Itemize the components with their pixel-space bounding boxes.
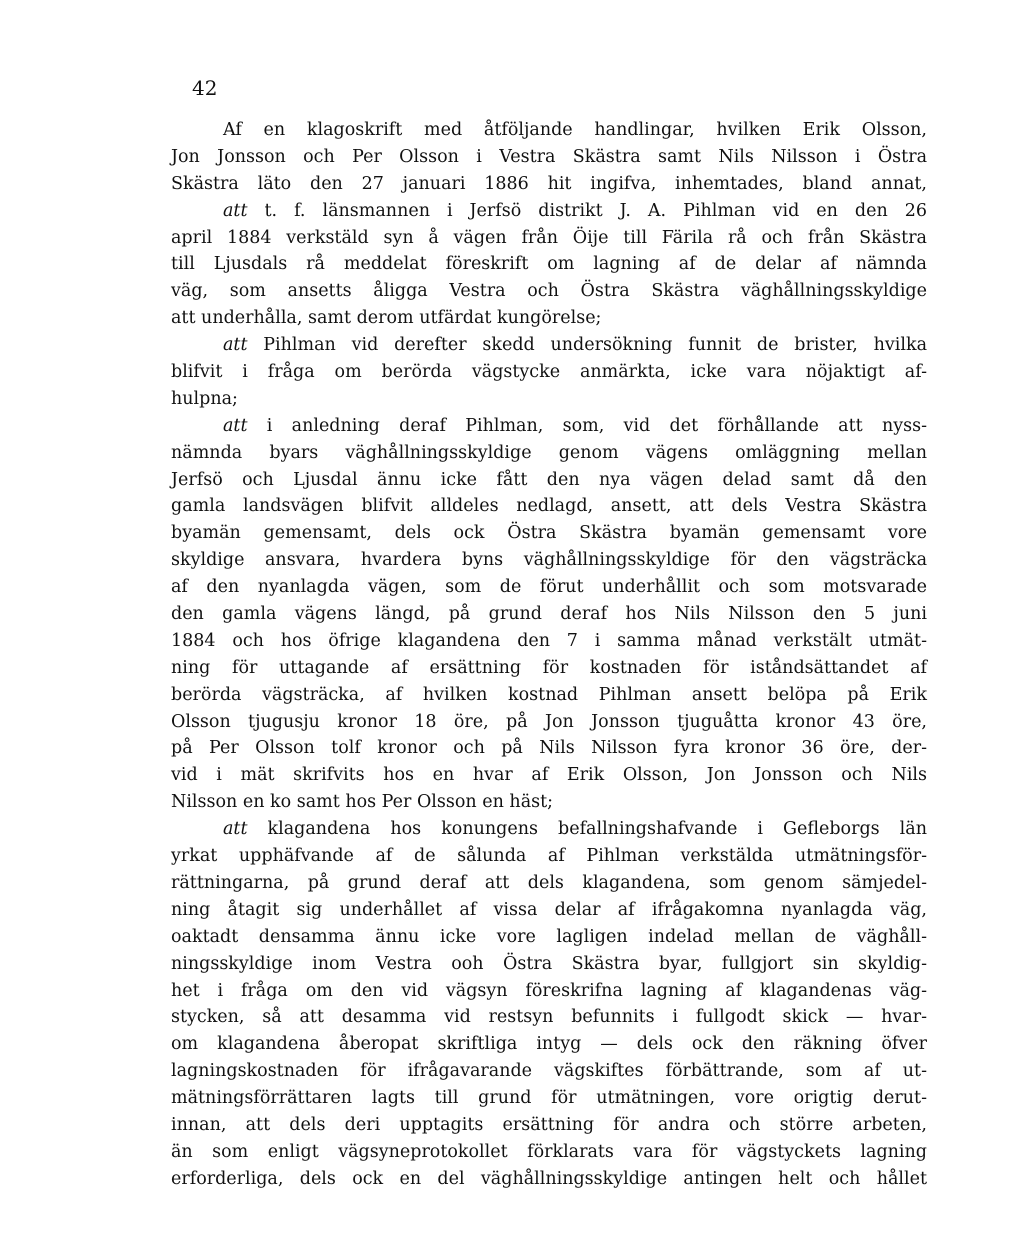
text-line	[171, 1004, 927, 1031]
line-text: skyldige ansvara, hvardera byns väghållningsskyldige för den vägsträcka	[171, 550, 927, 571]
text-line	[171, 601, 927, 628]
italic-att: att	[223, 335, 248, 356]
line-text: ning åtagit sig underhållet af vissa delar af ifrågakomna nyanlagda väg,	[171, 899, 927, 920]
text-line	[171, 520, 927, 547]
line-text: t. f. länsmannen i Jerfsö distrikt J. A. Pihlman vid en den 26	[247, 200, 927, 221]
text-line	[171, 897, 927, 924]
line-text: väg, som ansetts åligga Vestra och Östra Skästra väghållningsskyldige	[171, 281, 927, 302]
text-line	[171, 655, 927, 682]
line-text: april 1884 verkstäld syn å vägen från Öije till Färila rå och från Skästra	[171, 227, 927, 248]
line-text: oaktadt densamma ännu icke vore lagligen indelad mellan de väghåll-	[171, 926, 927, 947]
text-line	[171, 951, 927, 978]
text-line	[171, 305, 927, 332]
text-line	[171, 440, 927, 467]
line-text: den gamla vägens längd, på grund deraf hos Nils Nilsson den 5 juni	[171, 604, 927, 625]
text-line	[171, 870, 927, 897]
line-text: klagandena hos konungens befallningshafvande i Gefleborgs län	[247, 819, 927, 840]
text-line	[171, 251, 927, 278]
line-text: yrkat upphäfvande af de sålunda af Pihlman verkstälda utmätningsför-	[171, 846, 927, 867]
line-text: Af en klagoskrift med åtföljande handlingar, hvilken Erik Olsson,	[223, 120, 927, 140]
text-line	[171, 547, 927, 574]
line-text: om klagandena åberopat skriftliga intyg — dels ock den räkning öfver	[171, 1034, 927, 1055]
text-line	[171, 843, 927, 870]
text-line	[171, 117, 927, 144]
text-line	[171, 682, 927, 709]
text-line	[171, 628, 927, 655]
line-text: på Per Olsson tolf kronor och på Nils Nilsson fyra kronor 36 öre, der-	[171, 738, 927, 759]
text-line	[171, 1112, 927, 1139]
text-line	[171, 359, 927, 386]
line-text: Jerfsö och Ljusdal ännu icke fått den nya vägen delad samt då den	[171, 469, 927, 490]
italic-att: att	[223, 819, 248, 840]
text-line	[171, 198, 927, 225]
line-text: mätningsförrättaren lagts till grund för utmätningen, vore origtig derut-	[171, 1088, 927, 1109]
text-line	[171, 1166, 927, 1193]
line-text: i anledning deraf Pihlman, som, vid det förhållande att nyss-	[247, 415, 927, 436]
line-text: gamla landsvägen blifvit alldeles nedlagd, ansett, att dels Vestra Skästra	[171, 496, 927, 517]
line-text: Olsson tjugusju kronor 18 öre, på Jon Jonsson tjuguåtta kronor 43 öre,	[171, 711, 927, 732]
text-line	[171, 225, 927, 252]
text-line	[171, 978, 927, 1005]
line-text: 1884 och hos öfrige klagandena den 7 i samma månad verkstält utmät-	[171, 630, 927, 651]
text-line	[171, 467, 927, 494]
body-text	[171, 117, 927, 1193]
text-line	[171, 332, 927, 359]
line-text: erforderliga, dels ock en del väghållningsskyldige antingen helt och hållet	[171, 1168, 927, 1189]
text-line	[171, 762, 927, 789]
line-text: än som enligt vägsyneprotokollet förklarats vara för vägstyckets lagning	[171, 1141, 927, 1162]
text-line	[171, 386, 927, 413]
line-text: byamän gemensamt, dels ock Östra Skästra byamän gemensamt vore	[171, 523, 927, 544]
line-text: af den nyanlagda vägen, som de förut underhållit och som motsvarade	[171, 577, 927, 598]
line-text: att underhålla, samt derom utfärdat kungörelse;	[171, 308, 602, 329]
text-line	[171, 1139, 927, 1166]
text-line	[171, 924, 927, 951]
line-text: Skästra läto den 27 januari 1886 hit ingifva, inhemtades, bland annat,	[171, 173, 927, 194]
line-text: berörda vägsträcka, af hvilken kostnad Pihlman ansett belöpa på Erik	[171, 684, 927, 705]
text-line	[171, 735, 927, 762]
line-text: innan, att dels deri upptagits ersättning för andra och större arbeten,	[171, 1114, 927, 1135]
text-line	[171, 1031, 927, 1058]
text-line	[171, 1058, 927, 1085]
text-line	[171, 789, 927, 816]
line-text: till Ljusdals rå meddelat föreskrift om lagning af de delar af nämnda	[171, 254, 927, 275]
line-text: ning för uttagande af ersättning för kostnaden för iståndsättandet af	[171, 657, 927, 678]
line-text: Jon Jonsson och Per Olsson i Vestra Skästra samt Nils Nilsson i Östra	[171, 146, 927, 167]
text-line	[171, 171, 927, 198]
italic-att: att	[223, 415, 248, 436]
italic-att: att	[223, 200, 248, 221]
line-text: nämnda byars väghållningsskyldige genom vägens omläggning mellan	[171, 442, 927, 463]
line-text: Nilsson en ko samt hos Per Olsson en häst;	[171, 792, 554, 813]
text-line	[171, 278, 927, 305]
text-line	[171, 144, 927, 171]
line-text: Pihlman vid derefter skedd undersökning funnit de brister, hvilka	[247, 335, 927, 356]
line-text: ningsskyldige inom Vestra ooh Östra Skästra byar, fullgjort sin skyldig-	[171, 953, 927, 974]
line-text: lagningskostnaden för ifrågavarande vägskiftes förbättrande, som af ut-	[171, 1061, 927, 1082]
page-number: 42	[192, 76, 218, 100]
text-line	[171, 493, 927, 520]
line-text: hulpna;	[171, 388, 238, 409]
line-text: het i fråga om den vid vägsyn föreskrifna lagning af klagandenas väg-	[171, 980, 927, 1001]
text-line	[171, 816, 927, 843]
line-text: vid i mät skrifvits hos en hvar af Erik Olsson, Jon Jonsson och Nils	[171, 765, 927, 786]
line-text: stycken, så att desamma vid restsyn befunnits i fullgodt skick — hvar-	[171, 1007, 927, 1028]
line-text: rättningarna, på grund deraf att dels klagandena, som genom sämjedel-	[171, 872, 927, 893]
text-line	[171, 709, 927, 736]
text-line	[171, 1085, 927, 1112]
line-text: blifvit i fråga om berörda vägstycke anmärkta, icke vara nöjaktigt af-	[171, 362, 927, 383]
text-line	[171, 413, 927, 440]
text-line	[171, 574, 927, 601]
